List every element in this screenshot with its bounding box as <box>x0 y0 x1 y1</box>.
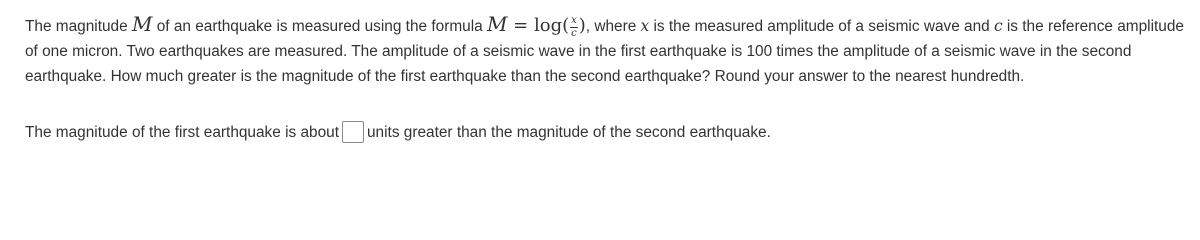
formula-paren-close: ) <box>578 15 586 36</box>
question-part-2: of an earthquake is measured using the formula <box>152 18 487 35</box>
answer-suffix: units greater than the magnitude of the second earthquake. <box>367 124 771 141</box>
question-part-5: is the reference amplitude of one micron. Two earthquakes are measured. The amplitude of a seismic wave in the first earthquake is 100 times the amplitude of a seismic wave in the second earthquake. How much greater is the magnitude of the first earthquake than the second earthquake? Round your answer to the nearest hundredth. <box>25 18 1184 85</box>
formula-paren-open: ( <box>562 15 570 36</box>
fraction-numerator: x <box>571 14 577 26</box>
question-part-3: , where <box>585 18 641 35</box>
answer-prefix: The magnitude of the first earthquake is about <box>25 124 339 141</box>
variable-c: c <box>993 17 1003 35</box>
formula-fraction <box>570 16 578 39</box>
variable-m: M <box>131 12 153 36</box>
question-text <box>25 14 1185 89</box>
variable-x: x <box>640 17 650 35</box>
answer-line <box>25 121 771 144</box>
question-part-4: is the measured amplitude of a seismic wave and <box>649 18 994 35</box>
formula-lhs: M <box>486 12 508 36</box>
formula-log: log <box>533 15 563 36</box>
formula-equals: = <box>507 15 534 36</box>
answer-input[interactable] <box>342 121 364 143</box>
question-part-1: The magnitude <box>25 18 132 35</box>
fraction-denominator: c <box>571 27 577 39</box>
